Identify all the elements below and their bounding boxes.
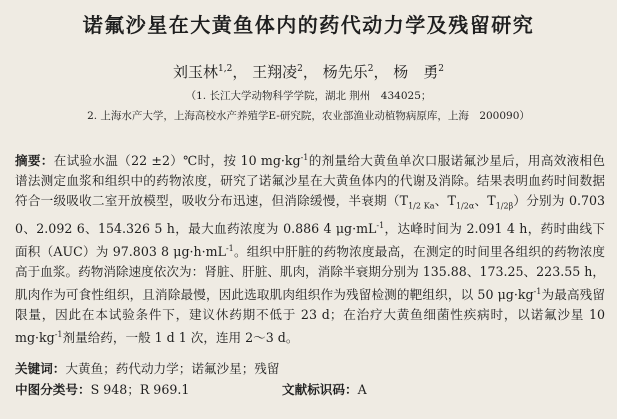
abstract-text: 在试验水温（22 ±2）℃时，按 10 mg·kg <box>53 153 301 169</box>
keywords-line <box>15 358 279 377</box>
paper-title: 诺氟沙星在大黄鱼体内的药代动力学及残留研究 <box>82 13 535 37</box>
author-affiliation-mark: 2 <box>367 64 374 74</box>
author-name: 王翔凌 <box>252 63 298 81</box>
affiliation-line-2: 2. 上海水产大学，上海高校水产养殖学E-研究院，农业部渔业动植物病原库，上海 200090） <box>87 110 530 122</box>
abstract-text: 、T <box>434 192 456 208</box>
unit-exponent: -1 <box>533 286 542 296</box>
unit-exponent: -1 <box>376 221 385 231</box>
abstract-text: 的剂量给大黄鱼单次口服诺氟沙星后，用高效液相色谱法测定血浆和组织中的药物浓度，研究了诺氟沙星在大黄鱼体内的代谢及消除。结果表明血药时间数据符合一级吸收二室开放模型，吸收分布迅速，但消除缓慢，半衰期（T <box>15 153 606 208</box>
subscript: 1/2 Ka <box>408 201 435 211</box>
author-affiliation-mark: 2 <box>297 64 303 74</box>
classification-line <box>15 379 189 398</box>
subscript: 1/2α <box>455 201 475 211</box>
author-name: 杨先乐 <box>322 63 368 81</box>
unit-exponent: -1 <box>225 244 234 254</box>
author-separator: ， <box>302 63 318 81</box>
abstract-text: 为最高残留限量，因此在本试验条件下，建议休药期不低于 23 d；在治疗大黄鱼细菌性疾病时，以诺氟沙星 10 mg·kg <box>15 287 605 345</box>
abstract-text: 。组织中肝脏的药物浓度最高，在测定的时间里各组织的药物浓度高于血浆。药物消除速度依次为：肾脏、肝脏、肌肉，消除半衰期分别为 135.88、173.25、223.55 h，肌肉作为可食性组织，且消除最慢，因此选取肌肉组织作为残留检测的靶组织，以 50 μg·kg <box>15 244 606 303</box>
author-name: 杨 勇 <box>393 63 439 81</box>
document-code-line <box>282 379 367 398</box>
subscript: 1/2β <box>495 201 514 211</box>
abstract-label: 摘要： <box>15 153 54 169</box>
abstract-text: 剂量给药，一般 1 d 1 次，连用 2～3 d。 <box>62 329 299 345</box>
keywords-label: 关键词： <box>15 361 66 376</box>
author-list <box>0 61 617 82</box>
abstract-text: 、T <box>474 192 496 208</box>
unit-exponent: -1 <box>54 329 63 339</box>
unit-exponent: -1 <box>300 153 309 162</box>
author-affiliation-mark: 2 <box>438 64 444 74</box>
author-separator: ， <box>232 63 248 81</box>
abstract-text: ，达峰时间为 2.091 4 h，药时曲线下面积（AUC）为 97.803 8 μg·h·mL <box>15 221 605 260</box>
document-code-text: A <box>357 382 367 397</box>
abstract-text: ）分别为 0.703 0、2.092 6、154.326 5 h，最大血药浓度为 0.886 4 μg·mL <box>15 192 605 237</box>
classification-label: 中图分类号： <box>15 382 91 397</box>
document-code-label: 文献标识码： <box>282 382 358 397</box>
author-affiliation-mark: 1,2 <box>218 64 233 74</box>
keywords-text: 大黄鱼；药代动力学；诺氟沙星；残留 <box>65 361 280 376</box>
classification-text: S 948；R 969.1 <box>90 382 190 397</box>
author-separator: ， <box>373 63 389 81</box>
affiliation-line-1: （1. 长江大学动物科学学院，湖北 荆州 434025； <box>185 90 432 102</box>
author-name: 刘玉林 <box>173 63 219 81</box>
abstract-paragraph <box>15 148 605 348</box>
